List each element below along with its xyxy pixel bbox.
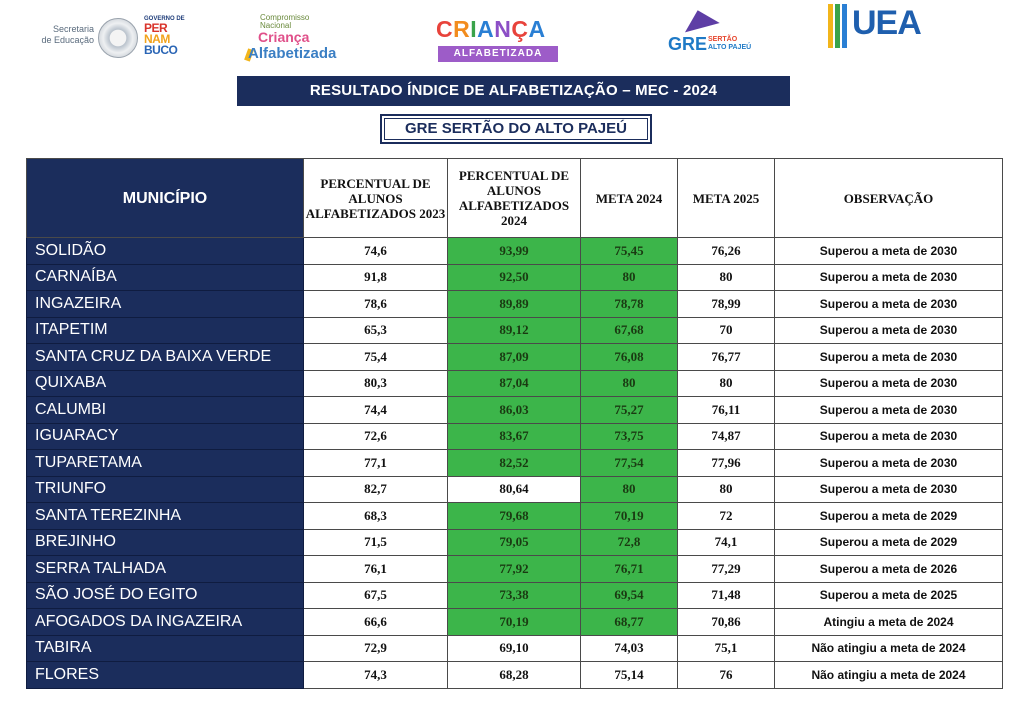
table-row [27,397,1003,424]
cell-meta2024: 68,77 [581,609,678,636]
table-row [27,582,1003,609]
cell-pct2024: 89,12 [448,317,581,344]
cell-meta2025: 76,77 [678,344,775,371]
cell-observacao: Superou a meta de 2029 [775,503,1003,530]
cell-municipio: TABIRA [27,635,304,662]
cell-pct2024: 79,68 [448,503,581,530]
cell-municipio: ITAPETIM [27,317,304,344]
cell-pct2024: 86,03 [448,397,581,424]
gov-text: GOVERNO DE [144,16,185,22]
cell-observacao: Atingiu a meta de 2024 [775,609,1003,636]
cell-pct2023: 65,3 [304,317,448,344]
cell-meta2025: 76,26 [678,238,775,265]
cell-meta2025: 74,87 [678,423,775,450]
alfabetizada-bar: ALFABETIZADA [438,46,558,62]
cell-municipio: AFOGADOS DA INGAZEIRA [27,609,304,636]
table-row [27,450,1003,477]
cell-pct2024: 87,09 [448,344,581,371]
cell-pct2023: 91,8 [304,264,448,291]
cell-pct2024: 93,99 [448,238,581,265]
cell-observacao: Superou a meta de 2030 [775,344,1003,371]
cell-observacao: Não atingiu a meta de 2024 [775,662,1003,689]
cell-pct2024: 80,64 [448,476,581,503]
cell-meta2025: 80 [678,370,775,397]
cell-observacao: Superou a meta de 2030 [775,370,1003,397]
cell-pct2023: 66,6 [304,609,448,636]
cell-meta2024: 76,71 [581,556,678,583]
page-title: RESULTADO ÍNDICE DE ALFABETIZAÇÃO – MEC - 2024 [237,76,790,106]
table-row [27,662,1003,689]
cell-meta2025: 71,48 [678,582,775,609]
cell-municipio: TUPARETAMA [27,450,304,477]
cell-municipio: SOLIDÃO [27,238,304,265]
table-row [27,291,1003,318]
cell-pct2024: 92,50 [448,264,581,291]
cell-meta2024: 72,8 [581,529,678,556]
cell-observacao: Superou a meta de 2030 [775,423,1003,450]
state-seal-icon [98,18,138,58]
cell-pct2023: 68,3 [304,503,448,530]
cell-meta2024: 80 [581,264,678,291]
cell-meta2024: 75,27 [581,397,678,424]
cell-municipio: FLORES [27,662,304,689]
compromisso-crianca-alfabetizada-logo: Compromisso Nacional Criança Alfabetizada [244,12,372,64]
cell-observacao: Superou a meta de 2026 [775,556,1003,583]
table-row [27,556,1003,583]
cell-pct2023: 72,6 [304,423,448,450]
table-row [27,344,1003,371]
cell-municipio: TRIUNFO [27,476,304,503]
cell-observacao: Superou a meta de 2030 [775,450,1003,477]
cell-meta2025: 77,96 [678,450,775,477]
pernambuco-wordmark: PER NAM BUCO [144,21,178,57]
cell-observacao: Superou a meta de 2025 [775,582,1003,609]
cell-pct2024: 82,52 [448,450,581,477]
cell-municipio: SANTA TEREZINHA [27,503,304,530]
cell-pct2023: 78,6 [304,291,448,318]
cell-meta2024: 75,45 [581,238,678,265]
cell-meta2024: 73,75 [581,423,678,450]
cell-meta2024: 67,68 [581,317,678,344]
cell-meta2025: 70,86 [678,609,775,636]
cell-municipio: CARNAÍBA [27,264,304,291]
cell-pct2024: 77,92 [448,556,581,583]
uea-logo [824,2,948,66]
cell-pct2024: 70,19 [448,609,581,636]
cell-meta2025: 78,99 [678,291,775,318]
cell-pct2023: 71,5 [304,529,448,556]
table-header-row [27,159,1003,238]
cell-meta2024: 70,19 [581,503,678,530]
uea-wordmark: UEA [852,4,921,42]
cell-pct2024: 68,28 [448,662,581,689]
cell-meta2024: 80 [581,476,678,503]
cell-pct2023: 80,3 [304,370,448,397]
secretaria-text: Secretaria de Educação [41,24,94,45]
table-row [27,317,1003,344]
cell-meta2025: 80 [678,264,775,291]
table-row [27,370,1003,397]
cell-municipio: QUIXABA [27,370,304,397]
cell-pct2024: 83,67 [448,423,581,450]
secretaria-educacao-pernambuco-logo [22,14,192,62]
cell-pct2023: 74,4 [304,397,448,424]
cell-meta2024: 76,08 [581,344,678,371]
cell-pct2023: 76,1 [304,556,448,583]
column-header-meta2025: META 2025 [678,159,775,238]
cell-meta2024: 69,54 [581,582,678,609]
column-header-observacao: OBSERVAÇÃO [775,159,1003,238]
table-row [27,529,1003,556]
cell-municipio: IGUARACY [27,423,304,450]
table-row [27,238,1003,265]
cell-meta2025: 76,11 [678,397,775,424]
cell-meta2025: 77,29 [678,556,775,583]
cell-meta2025: 70 [678,317,775,344]
cell-observacao: Superou a meta de 2030 [775,476,1003,503]
cell-pct2023: 74,3 [304,662,448,689]
cell-meta2024: 77,54 [581,450,678,477]
mountain-icon [680,6,719,33]
cell-meta2024: 75,14 [581,662,678,689]
crianca-wordmark: CRIANÇA [436,16,546,42]
results-table [26,158,1003,689]
cell-observacao: Superou a meta de 2029 [775,529,1003,556]
cell-pct2023: 75,4 [304,344,448,371]
cell-pct2024: 73,38 [448,582,581,609]
column-header-pct2024: PERCENTUAL DE ALUNOS ALFABETIZADOS 2024 [448,159,581,238]
cell-pct2023: 72,9 [304,635,448,662]
cell-municipio: SÃO JOSÉ DO EGITO [27,582,304,609]
cell-observacao: Superou a meta de 2030 [775,264,1003,291]
crianca-alfabetizada-logo [436,16,560,64]
cell-pct2023: 67,5 [304,582,448,609]
cell-meta2024: 74,03 [581,635,678,662]
gre-wordmark: GRE [668,34,708,54]
table-row [27,476,1003,503]
column-header-meta2024: META 2024 [581,159,678,238]
cell-meta2025: 80 [678,476,775,503]
cell-observacao: Não atingiu a meta de 2024 [775,635,1003,662]
logo-strip [0,0,1024,72]
column-header-pct2023: PERCENTUAL DE ALUNOS ALFABETIZADOS 2023 [304,159,448,238]
table-row [27,609,1003,636]
cell-pct2023: 77,1 [304,450,448,477]
cell-municipio: SERRA TALHADA [27,556,304,583]
cell-meta2025: 76 [678,662,775,689]
cell-pct2024: 87,04 [448,370,581,397]
pencils-icon [828,4,848,56]
page-subtitle: GRE SERTÃO DO ALTO PAJEÚ [380,114,652,144]
column-header-municipio: MUNICÍPIO [27,159,304,238]
cell-meta2025: 72 [678,503,775,530]
table-row [27,423,1003,450]
cell-observacao: Superou a meta de 2030 [775,238,1003,265]
table-row [27,264,1003,291]
cell-municipio: BREJINHO [27,529,304,556]
gre-sertao-alto-pajeu-logo: GRE SERTÃO ALTO PAJEÚ [662,8,762,66]
table-row [27,503,1003,530]
cell-municipio: CALUMBI [27,397,304,424]
cell-pct2023: 82,7 [304,476,448,503]
cell-observacao: Superou a meta de 2030 [775,317,1003,344]
cell-pct2023: 74,6 [304,238,448,265]
cell-meta2025: 75,1 [678,635,775,662]
cell-municipio: INGAZEIRA [27,291,304,318]
cell-pct2024: 89,89 [448,291,581,318]
cell-observacao: Superou a meta de 2030 [775,397,1003,424]
cell-meta2025: 74,1 [678,529,775,556]
cell-pct2024: 69,10 [448,635,581,662]
cell-municipio: SANTA CRUZ DA BAIXA VERDE [27,344,304,371]
table-row [27,635,1003,662]
cell-pct2024: 79,05 [448,529,581,556]
cell-meta2024: 78,78 [581,291,678,318]
cell-observacao: Superou a meta de 2030 [775,291,1003,318]
cell-meta2024: 80 [581,370,678,397]
